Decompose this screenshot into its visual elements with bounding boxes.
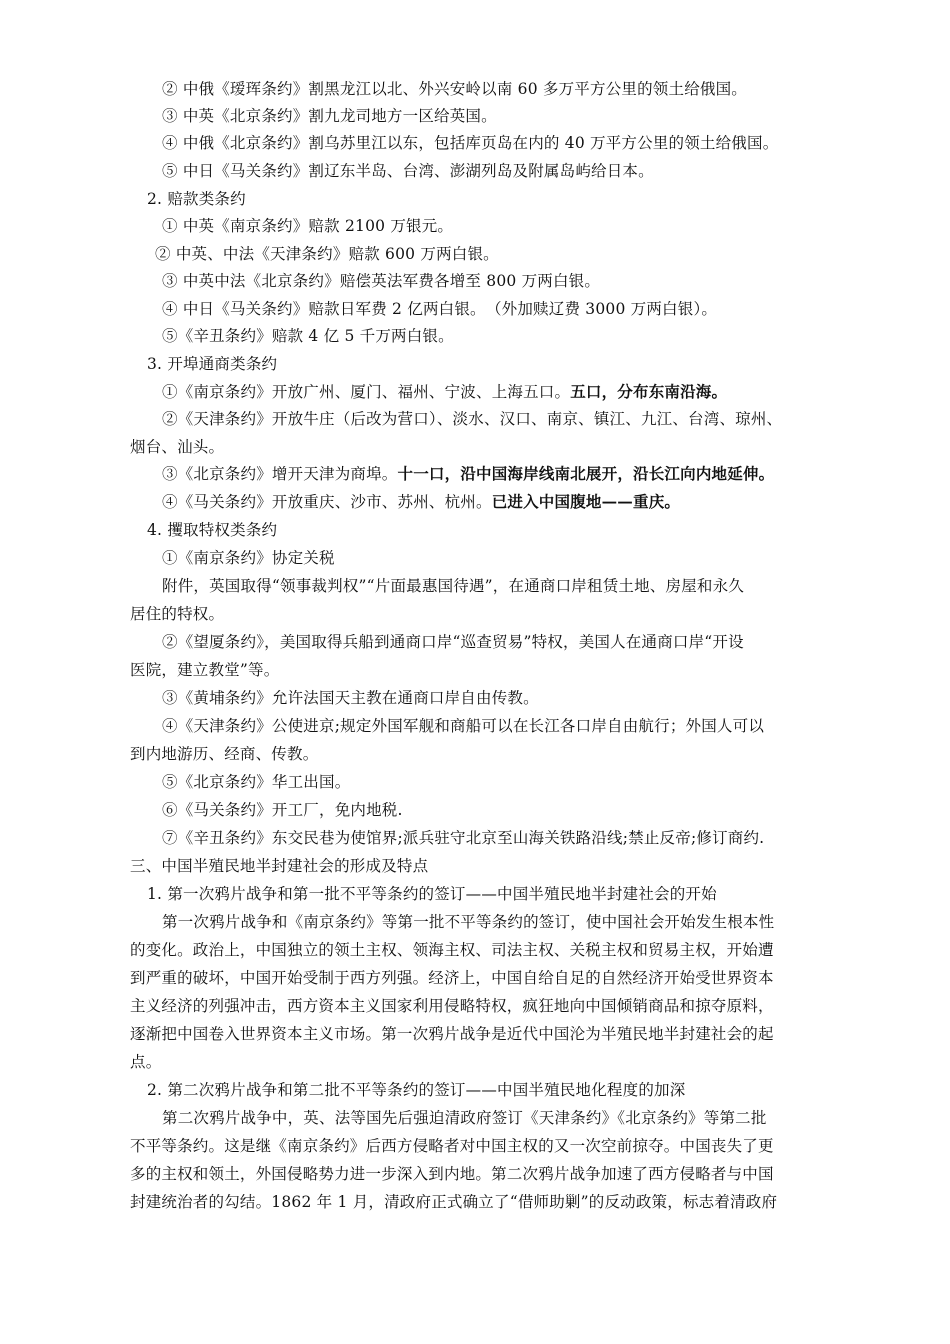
section-heading: 4. 攫取特权类条约 (147, 521, 278, 539)
bold-segment: 已进入中国腹地——重庆。 (491, 492, 681, 511)
text-line: ⑦《辛丑条约》东交民巷为使馆界;派兵驻守北京至山海关铁路沿线;禁止反帝;修订商约. (162, 829, 765, 847)
text-line: ②《望厦条约》，美国取得兵船到通商口岸“巡查贸易”特权，美国人在通商口岸“开设 (162, 633, 744, 651)
text-line: ② 中俄《瑷珲条约》割黑龙江以北、外兴安岭以南 60 多万平方公里的领土给俄国。 (162, 80, 748, 98)
section-heading: 3. 开埠通商类条约 (147, 355, 278, 373)
text-line: 到严重的破坏，中国开始受制于西方列强。经济上，中国自给自足的自然经济开始受世界资本 (130, 969, 774, 987)
text-line: 的变化。政治上，中国独立的领土主权、领海主权、司法主权、关税主权和贸易主权，开始遭 (130, 941, 774, 959)
text-line: 烟台、汕头。 (130, 438, 225, 456)
text-line: ① 中英《南京条约》赔款 2100 万银元。 (162, 217, 454, 235)
text-line: ④ 中俄《北京条约》割乌苏里江以东，包括库页岛在内的 40 万平方公里的领土给俄国。 (162, 134, 779, 152)
text-line (162, 491, 680, 513)
text-line: ②《天津条约》开放牛庄（后改为营口）、淡水、汉口、南京、镇江、九江、台湾、琼州、 (162, 410, 783, 428)
chapter-heading: 三、中国半殖民地半封建社会的形成及特点 (130, 857, 429, 875)
text-line: 封建统治者的勾结。1862 年 1 月，清政府正式确立了“借师助剿”的反动政策，标志着清政府 (130, 1193, 778, 1211)
text-line: 居住的特权。 (130, 605, 225, 623)
text-line: ④ 中日《马关条约》赔款日军费 2 亿两白银。 （外加赎辽费 3000 万两白银）。 (162, 300, 718, 318)
section-heading: 2. 第二次鸦片战争和第二批不平等条约的签订——中国半殖民地化程度的加深 (147, 1081, 686, 1099)
text-line (162, 381, 727, 403)
text-segment: ③《北京条约》增开天津为商埠。 (162, 465, 398, 483)
text-line: ①《南京条约》协定关税 (162, 549, 335, 567)
text-line: ⑤ 中日《马关条约》割辽东半岛、台湾、澎湖列岛及附属岛屿给日本。 (162, 162, 654, 180)
text-line: 主义经济的列强冲击，西方资本主义国家利用侵略特权，疯狂地向中国倾销商品和掠夺原料， (130, 997, 774, 1015)
text-line: ② 中英、中法《天津条约》赔款 600 万两白银。 (155, 245, 499, 263)
text-line: ⑤《北京条约》华工出国。 (162, 773, 351, 791)
text-line: ⑤《辛丑条约》赔款 4 亿 5 千万两白银。 (162, 327, 454, 345)
text-line: ③《黄埔条约》允许法国天主教在通商口岸自由传教。 (162, 689, 539, 707)
text-line: ④《天津条约》公使进京;规定外国军舰和商船可以在长江各口岸自由航行；外国人可以 (162, 717, 765, 735)
text-line: ⑥《马关条约》开工厂，免内地税. (162, 801, 403, 819)
text-line (162, 463, 774, 485)
text-segment: ④《马关条约》开放重庆、沙市、苏州、杭州。 (162, 493, 492, 511)
text-line: 多的主权和领土，外国侵略势力进一步深入到内地。第二次鸦片战争加速了西方侵略者与中国 (130, 1165, 774, 1183)
text-line: 第一次鸦片战争和《南京条约》等第一批不平等条约的签订，使中国社会开始发生根本性 (162, 913, 775, 931)
section-heading: 1. 第一次鸦片战争和第一批不平等条约的签订——中国半殖民地半封建社会的开始 (147, 885, 717, 903)
text-line: 点。 (130, 1053, 162, 1071)
text-segment: ①《南京条约》开放广州、厦门、福州、宁波、上海五口。 (162, 383, 571, 401)
text-line: ③ 中英中法《北京条约》赔偿英法军费各增至 800 万两白银。 (162, 272, 601, 290)
bold-segment: 五口，分布东南沿海。 (570, 382, 728, 401)
text-line: 逐渐把中国卷入世界资本主义市场。第一次鸦片战争是近代中国沦为半殖民地半封建社会的起 (130, 1025, 774, 1043)
text-line: 附件，英国取得“领事裁判权”“片面最惠国待遇”，在通商口岸租赁土地、房屋和永久 (162, 577, 744, 595)
text-line: 不平等条约。这是继《南京条约》后西方侵略者对中国主权的又一次空前掠夺。中国丧失了更 (130, 1137, 774, 1155)
text-line: 第二次鸦片战争中，英、法等国先后强迫清政府签订《天津条约》《北京条约》等第二批 (162, 1109, 767, 1127)
section-heading: 2. 赔款类条约 (147, 190, 246, 208)
text-line: 医院，建立教堂”等。 (130, 661, 280, 679)
text-line: 到内地游历、经商、传教。 (130, 745, 319, 763)
text-line: ③ 中英《北京条约》割九龙司地方一区给英国。 (162, 107, 497, 125)
bold-segment: 十一口，沿中国海岸线南北展开，沿长江向内地延伸。 (397, 464, 775, 483)
